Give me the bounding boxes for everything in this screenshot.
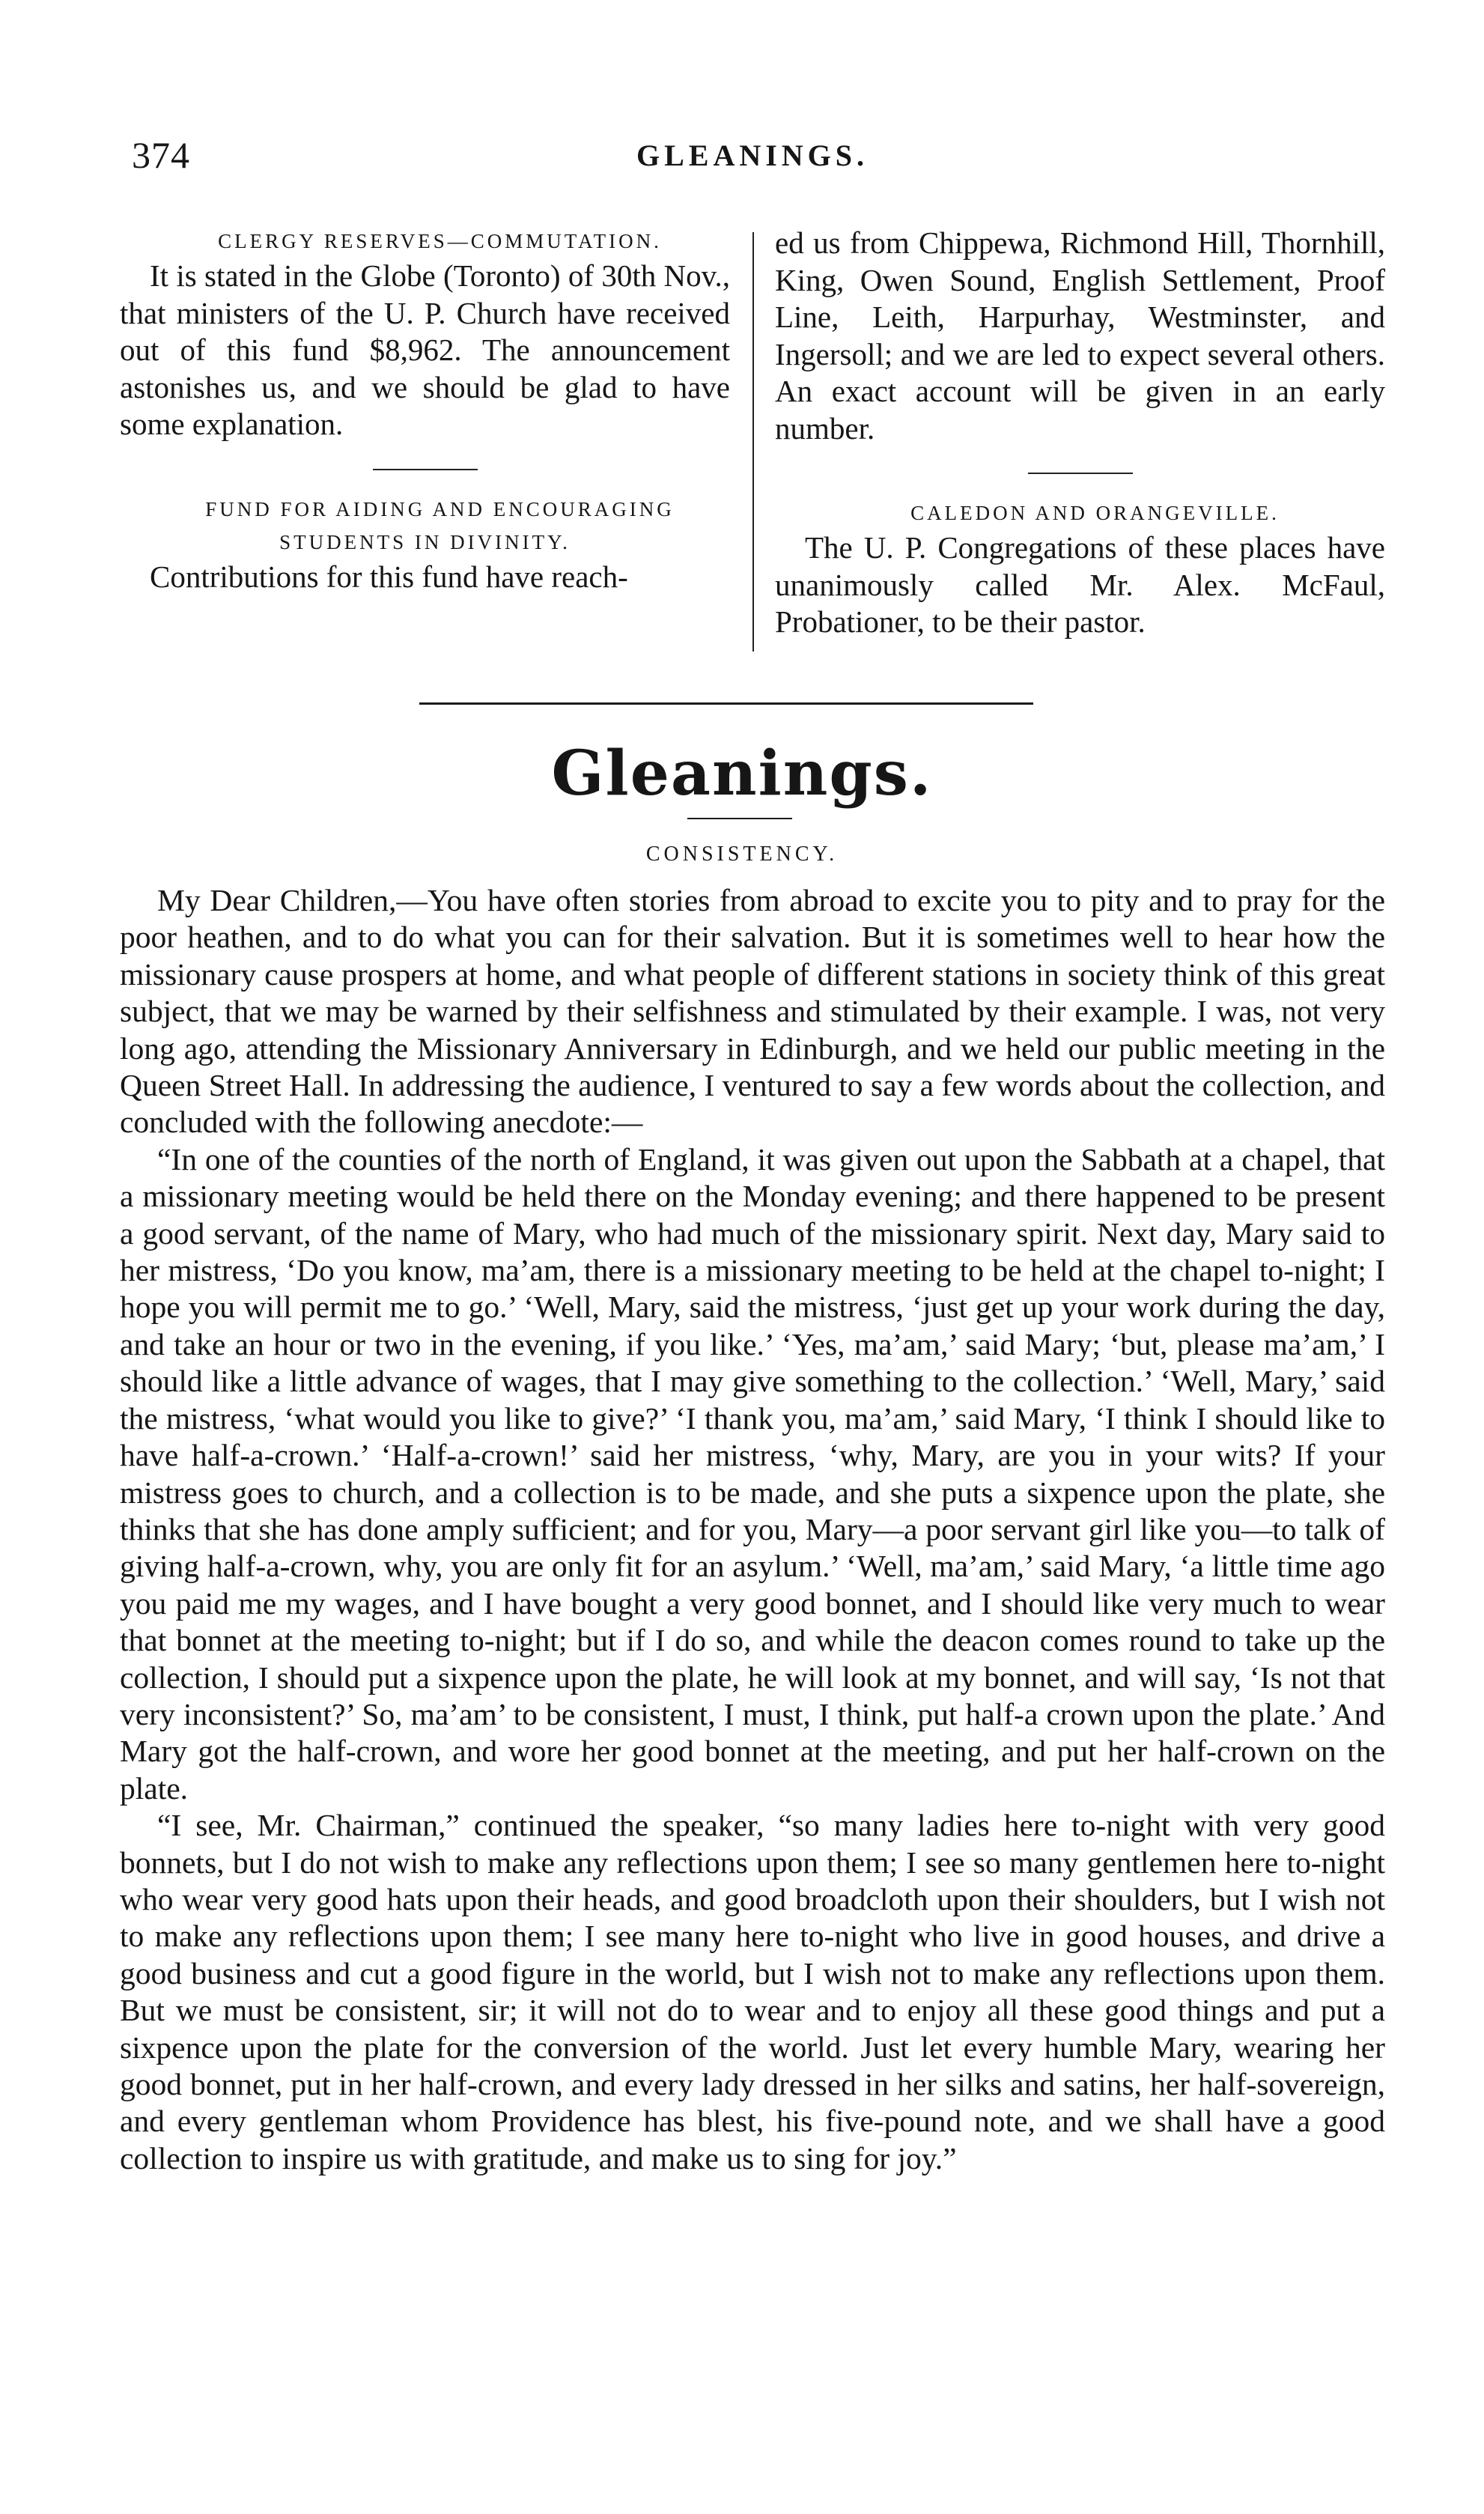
students-fund-text: Contributions for this fund have reach- bbox=[150, 559, 628, 594]
main-title: Gleanings. bbox=[551, 738, 933, 810]
horizontal-divider bbox=[419, 702, 1033, 705]
paragraph: My Dear Children,—You have often stories from abroad to excite you to pity and to pray for the poor heathen, and to do what you can for their salvation. But it is sometimes well to hear how the missionary cause prospers at home, and what people of different stations in society think of this great subject, that we may be warned by their selfishness and stimulated by their example. I was, not very long ago, attending the Missionary Anniversary in Edinburgh, and we held our public meeting in the Queen Street Hall. In addressing the audience, I ventured to say a few words about the collection, and concluded with the following anecdote:— bbox=[120, 883, 1385, 1140]
clergy-reserves-text: It is stated in the Globe (Toronto) of 30th Nov., that ministers of the U. P. Church have received out of this fund $8,962. The announcement astonishes us, and we should be glad to have some explanation. bbox=[120, 258, 730, 441]
caledon-heading: CALEDON AND ORANGEVILLE. bbox=[910, 502, 1280, 524]
paragraph: “In one of the counties of the north of England, it was given out upon the Sabbath at a chapel, that a missionary meeting would be held there on the Monday evening; and there happened to be present a good servant, of the name of Mary, who had much of the missionary spirit. Next day, Mary said to her mistress, ‘Do you know, ma’am, there is a missionary meeting to be held at the chapel to-night; I hope you will permit me to go.’ ‘Well, Mary, said the mistress, ‘just get up your work during the day, and take an hour or two in the evening, if you like.’ ‘Yes, ma’am,’ said Mary; ‘but, please ma’am,’ I should like a little advance of wages, that I may give something to the collection.’ ‘Well, Mary,’ said the mistress, ‘what would you like to give?’ ‘I thank you, ma’am,’ said Mary, ‘I think I should like to have half-a-crown.’ ‘Half-a-crown!’ said her mistress, ‘why, Mary, are you in your wits? If your mistress goes to church, and a collection is to be made, and she puts a sixpence upon the plate, she thinks that she has done amply sufficient; and for you, Mary—a poor servant girl like you—to talk of giving half-a-crown, why, you are only fit for an asylum.’ ‘Well, ma’am,’ said Mary, ‘a little time ago you paid me my wages, and I have bought a very good bonnet, and I should like very much to wear that bonnet at the meeting to-night; but if I do so, and while the deacon comes round to take up the collection, I should put a sixpence upon the plate, he will look at my bonnet, and will say, ‘Is not that very inconsistent?’ So, ma’am’ to be consistent, I must, I think, put half-a crown upon the plate.’ And Mary got the half-crown, and wore her good bonnet at the meeting, and put her half-crown on the plate. bbox=[120, 1141, 1385, 1806]
section-rule bbox=[1028, 473, 1133, 474]
page-header bbox=[120, 133, 1385, 193]
running-head: GLEANINGS. bbox=[636, 139, 869, 172]
left-column bbox=[120, 225, 730, 595]
students-fund-continuation: ed us from Chippewa, Richmond Hill, Thornhill, King, Owen Sound, English Settlement, Proof Line, Leith, Harpurhay, Westminster, and Ingersoll; and we are led to expect several others. An exact account will be given in an early number. bbox=[775, 225, 1385, 446]
two-column-notices bbox=[120, 225, 1385, 655]
students-fund-heading: FUND FOR AIDING AND ENCOURAGING STUDENTS IN DIVINITY. bbox=[205, 497, 675, 553]
article-body bbox=[120, 882, 1385, 2177]
page-number: 374 bbox=[132, 134, 190, 176]
caledon-text: The U. P. Congregations of these places have unanimously called Mr. Alex. McFaul, Probationer, to be their pastor. bbox=[775, 530, 1385, 639]
section-rule bbox=[373, 469, 478, 470]
column-divider bbox=[752, 232, 754, 652]
right-column bbox=[775, 225, 1385, 641]
title-rule bbox=[687, 818, 792, 819]
paragraph: “I see, Mr. Chairman,” continued the speaker, “so many ladies here to-night with very good bonnets, but I do not wish to make any reflections upon them; I see so many gentlemen here to-night who wear very good hats upon their heads, and good broadcloth upon their shoulders, but I wish not to make any reflections upon them; I see many here to-night who live in good houses, and drive a good business and cut a good figure in the world, but I wish not to make any reflections upon them. But we must be consistent, sir; it will not do to wear and to enjoy all these good things and put a sixpence upon the plate for the conversion of the world. Just let every humble Mary, wearing her good bonnet, put in her half-crown, and every lady dressed in her silks and satins, her half-sovereign, and every gentleman whom Providence has blest, his five-pound note, and we shall have a good collection to inspire us with gratitude, and make us to sing for joy.” bbox=[120, 1808, 1385, 2176]
clergy-reserves-heading: CLERGY RESERVES—COMMUTATION. bbox=[218, 230, 662, 252]
article-heading: CONSISTENCY. bbox=[645, 842, 839, 866]
